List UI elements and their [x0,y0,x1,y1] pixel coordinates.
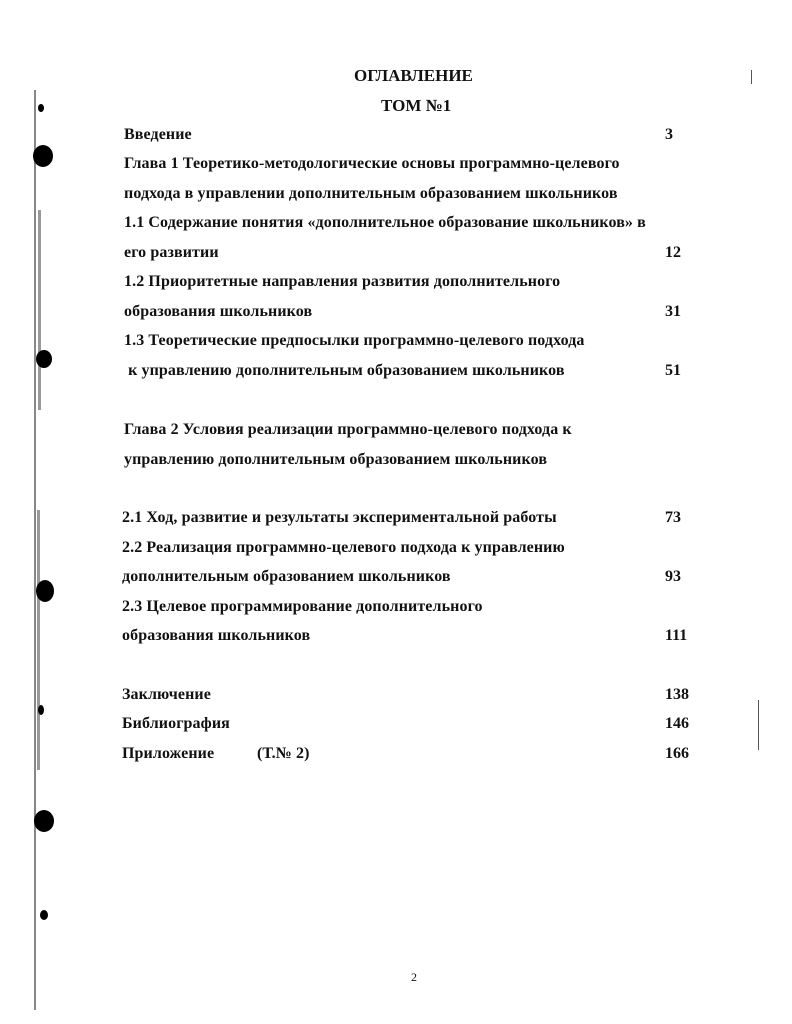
toc-s12-line1: 1.2 Приоритетные направления развития дополнительного [124,273,561,290]
toc-s23-line2: образования школьников [122,627,311,644]
toc-s22-page: 93 [665,568,681,585]
toc-appendix-label: Приложение [122,745,215,762]
toc-s13-page: 51 [665,362,681,379]
right-scan-mark [758,700,759,750]
toc-heading: ОГЛАВЛЕНИЕ [354,66,473,85]
toc-s11-line2: его развитии [124,244,219,261]
toc-conclusion-page: 138 [665,686,689,703]
scan-binding-edge [28,90,50,1010]
page-number: 2 [411,970,417,984]
toc-s11-line1: 1.1 Содержание понятия «дополнительное образование школьников» в [124,214,646,231]
toc-s13-line1: 1.3 Теоретические предпосылки программно-целевого подхода [124,332,585,349]
toc-s12-line2: образования школьников [124,303,313,320]
toc-ch2-line2: управлению дополнительным образованием школьников [124,451,548,468]
toc-appendix-note: (Т.№ 2) [257,745,310,762]
toc-s21-line1: 2.1 Ход, развитие и результаты экспериментальной работы [122,509,557,526]
toc-ch1-line2: подхода в управлении дополнительным образованием школьников [124,185,618,202]
volume-title: ТОМ №1 [381,96,452,115]
toc-intro-page: 3 [665,126,673,143]
toc-s23-page: 111 [665,627,688,644]
right-scan-mark [751,70,752,84]
toc-intro-label: Введение [124,126,192,143]
toc-s11-page: 12 [665,244,681,261]
toc-conclusion-label: Заключение [122,686,211,703]
toc-s12-page: 31 [665,303,681,320]
toc-bibliography-page: 146 [665,715,689,732]
toc-appendix-page: 166 [665,745,689,762]
toc-s22-line1: 2.2 Реализация программно-целевого подхода к управлению [122,539,565,556]
toc-s21-page: 73 [665,509,681,526]
toc-ch2-line1: Глава 2 Условия реализации программно-целевого подхода к [124,421,572,438]
toc-s13-line2: к управлению дополнительным образованием школьников [124,362,565,379]
toc-ch1-line1: Глава 1 Теоретико-методологические основы программно-целевого [124,155,620,172]
toc-bibliography-label: Библиография [122,715,230,732]
toc-s22-line2: дополнительным образованием школьников [122,568,451,585]
toc-s23-line1: 2.3 Целевое программирование дополнительного [122,598,483,615]
